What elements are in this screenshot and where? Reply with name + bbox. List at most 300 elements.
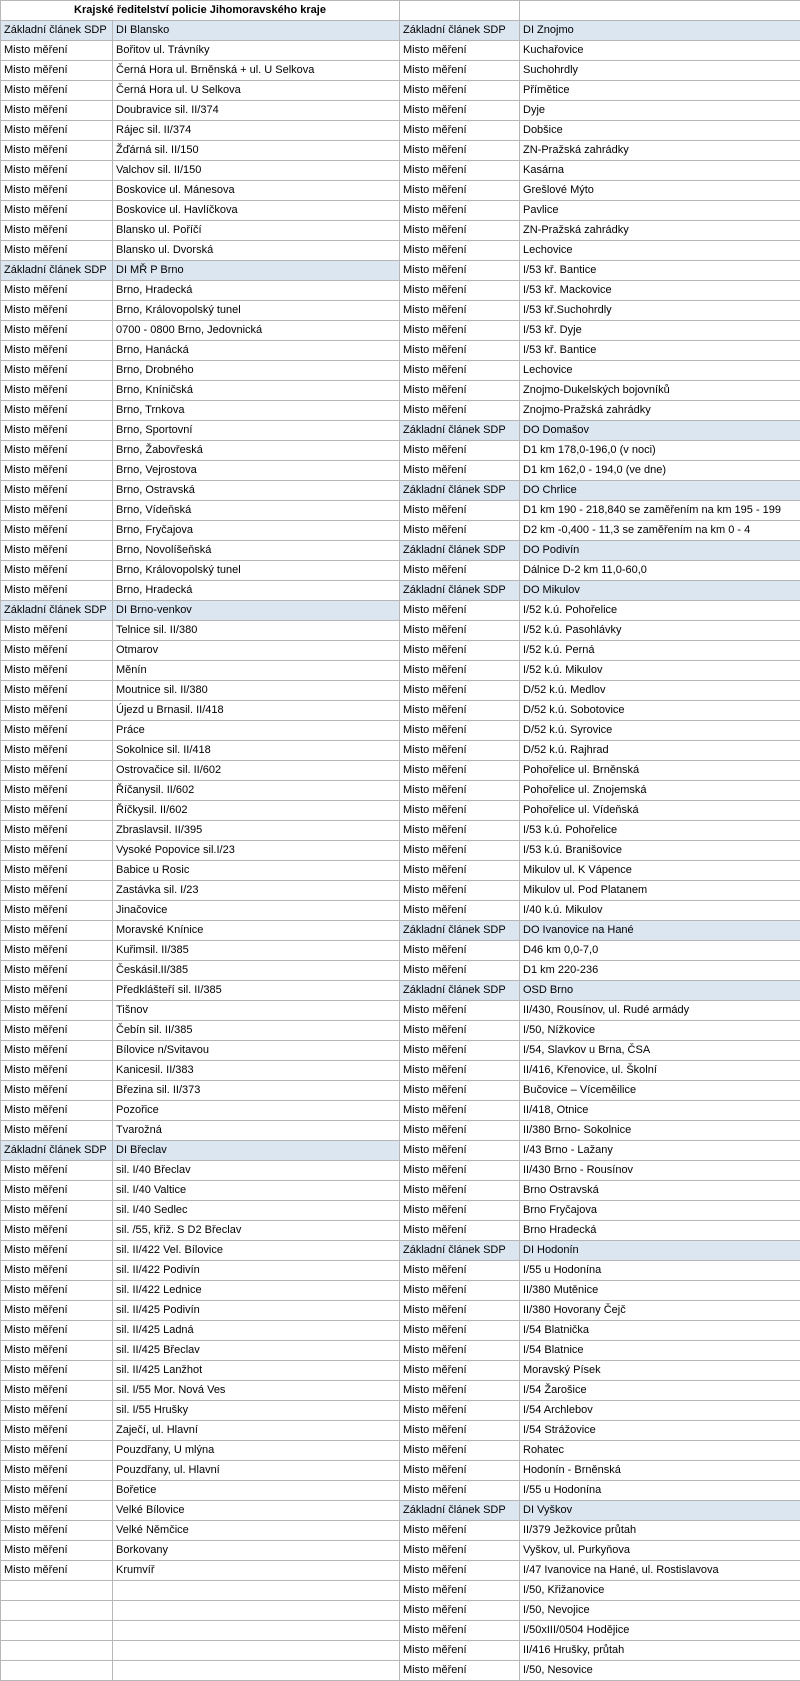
- type-cell: Misto měření: [1, 1361, 113, 1381]
- table-row: [1, 581, 800, 601]
- location-cell: I/50, Nesovice: [520, 1661, 800, 1681]
- location-cell: I/53 kř. Mackovice: [520, 281, 800, 301]
- location-cell: Brno, Trnkova: [113, 401, 400, 421]
- type-cell: Misto měření: [400, 961, 520, 981]
- title-row: [1, 1, 800, 21]
- location-cell: sil. I/40 Břeclav: [113, 1161, 400, 1181]
- table-row: [1, 1021, 800, 1041]
- location-cell: Brno, Novolíšeňská: [113, 541, 400, 561]
- type-cell: Misto měření: [1, 221, 113, 241]
- location-cell: Českásil.II/385: [113, 961, 400, 981]
- location-cell: Pohořelice ul. Znojemská: [520, 781, 800, 801]
- type-cell: Základní článek SDP: [1, 261, 113, 281]
- location-cell: II/430, Rousínov, ul. Rudé armády: [520, 1001, 800, 1021]
- sheet-body: [1, 1, 800, 1681]
- location-cell: I/53 kř. Bantice: [520, 341, 800, 361]
- table-row: [1, 1621, 800, 1641]
- type-cell: Misto měření: [1, 1121, 113, 1141]
- location-cell: Jinačovice: [113, 901, 400, 921]
- location-cell: I/53 kř.Suchohrdly: [520, 301, 800, 321]
- type-cell: Misto měření: [400, 1021, 520, 1041]
- location-cell: I/50xIII/0504 Hodějice: [520, 1621, 800, 1641]
- type-cell: Misto měření: [400, 281, 520, 301]
- location-cell: DI Břeclav: [113, 1141, 400, 1161]
- location-cell: Blansko ul. Dvorská: [113, 241, 400, 261]
- location-cell: Sokolnice sil. II/418: [113, 741, 400, 761]
- type-cell: Misto měření: [400, 1521, 520, 1541]
- location-cell: Černá Hora ul. U Selkova: [113, 81, 400, 101]
- table-row: [1, 281, 800, 301]
- type-cell: Misto měření: [1, 1281, 113, 1301]
- location-cell: DI MŘ P Brno: [113, 261, 400, 281]
- type-cell: Misto měření: [1, 1221, 113, 1241]
- location-cell: Pavlice: [520, 201, 800, 221]
- location-cell: I/50, Křižanovice: [520, 1581, 800, 1601]
- location-cell: Brno, Hradecká: [113, 581, 400, 601]
- table-row: [1, 1501, 800, 1521]
- location-cell: Mikulov ul. Pod Platanem: [520, 881, 800, 901]
- type-cell: Misto měření: [1, 681, 113, 701]
- location-cell: Otmarov: [113, 641, 400, 661]
- type-cell: Misto měření: [1, 281, 113, 301]
- location-cell: Dobšice: [520, 121, 800, 141]
- table-row: [1, 321, 800, 341]
- location-cell: sil. II/422 Vel. Bílovice: [113, 1241, 400, 1261]
- table-row: [1, 1201, 800, 1221]
- type-cell: Misto měření: [1, 801, 113, 821]
- type-cell: Misto měření: [400, 1101, 520, 1121]
- location-cell: Mikulov ul. K Vápence: [520, 861, 800, 881]
- type-cell: Misto měření: [1, 1161, 113, 1181]
- type-cell: Misto měření: [1, 461, 113, 481]
- type-cell: Misto měření: [400, 261, 520, 281]
- table-row: [1, 101, 800, 121]
- type-cell: Misto měření: [400, 1581, 520, 1601]
- location-cell: Boskovice ul. Havlíčkova: [113, 201, 400, 221]
- location-cell: OSD Brno: [520, 981, 800, 1001]
- type-cell: Misto měření: [1, 821, 113, 841]
- type-cell: Základní článek SDP: [400, 21, 520, 41]
- location-cell: I/53 k.ú. Branišovice: [520, 841, 800, 861]
- location-cell: Zbraslavsil. II/395: [113, 821, 400, 841]
- location-cell: Pouzdřany, ul. Hlavní: [113, 1461, 400, 1481]
- location-cell: I/40 k.ú. Mikulov: [520, 901, 800, 921]
- type-cell: Misto měření: [400, 181, 520, 201]
- type-cell: Misto měření: [400, 781, 520, 801]
- location-cell: Kuřimsil. II/385: [113, 941, 400, 961]
- table-row: [1, 301, 800, 321]
- location-cell: Tišnov: [113, 1001, 400, 1021]
- table-row: [1, 1421, 800, 1441]
- type-cell: Misto měření: [400, 521, 520, 541]
- table-row: [1, 741, 800, 761]
- table-row: [1, 241, 800, 261]
- type-cell: Misto měření: [400, 161, 520, 181]
- type-cell: Misto měření: [1, 1201, 113, 1221]
- table-row: [1, 1061, 800, 1081]
- location-cell: Lechovice: [520, 241, 800, 261]
- type-cell: Misto měření: [1, 81, 113, 101]
- type-cell: Misto měření: [1, 701, 113, 721]
- location-cell: Předklášteří sil. II/385: [113, 981, 400, 1001]
- type-cell: Misto měření: [1, 381, 113, 401]
- location-cell: Pohořelice ul. Brněnská: [520, 761, 800, 781]
- table-row: [1, 641, 800, 661]
- type-cell: Misto měření: [1, 1321, 113, 1341]
- type-cell: Misto měření: [1, 1461, 113, 1481]
- location-cell: Práce: [113, 721, 400, 741]
- type-cell: Misto měření: [1, 561, 113, 581]
- type-cell: Misto měření: [400, 41, 520, 61]
- table-row: [1, 861, 800, 881]
- location-cell: Černá Hora ul. Brněnská + ul. U Selkova: [113, 61, 400, 81]
- type-cell: Misto měření: [400, 1001, 520, 1021]
- type-cell: Misto měření: [1, 541, 113, 561]
- location-cell: [113, 1621, 400, 1641]
- table-row: [1, 61, 800, 81]
- location-cell: sil. I/55 Mor. Nová Ves: [113, 1381, 400, 1401]
- location-cell: D/52 k.ú. Sobotovice: [520, 701, 800, 721]
- type-cell: Základní článek SDP: [400, 1501, 520, 1521]
- type-cell: Misto měření: [400, 361, 520, 381]
- location-cell: Hodonín - Brněnská: [520, 1461, 800, 1481]
- type-cell: Misto měření: [1, 1341, 113, 1361]
- type-cell: Misto měření: [400, 1381, 520, 1401]
- type-cell: Misto měření: [1, 521, 113, 541]
- table-row: [1, 801, 800, 821]
- table-row: [1, 941, 800, 961]
- location-cell: Dyje: [520, 101, 800, 121]
- type-cell: Misto měření: [1, 41, 113, 61]
- location-cell: Moutnice sil. II/380: [113, 681, 400, 701]
- type-cell: Misto měření: [1, 1241, 113, 1261]
- location-cell: Ostrovačice sil. II/602: [113, 761, 400, 781]
- location-cell: Brno Hradecká: [520, 1221, 800, 1241]
- type-cell: Misto měření: [400, 1641, 520, 1661]
- location-cell: II/380 Brno- Sokolnice: [520, 1121, 800, 1141]
- location-cell: Čebín sil. II/385: [113, 1021, 400, 1041]
- type-cell: Misto měření: [400, 441, 520, 461]
- table-row: [1, 1321, 800, 1341]
- location-cell: I/50, Nevojice: [520, 1601, 800, 1621]
- table-row: [1, 1221, 800, 1241]
- type-cell: Misto měření: [400, 381, 520, 401]
- type-cell: Misto měření: [400, 901, 520, 921]
- location-cell: sil. I/55 Hrušky: [113, 1401, 400, 1421]
- type-cell: Misto měření: [1, 61, 113, 81]
- location-cell: sil. I/40 Valtice: [113, 1181, 400, 1201]
- type-cell: Misto měření: [1, 401, 113, 421]
- location-cell: I/43 Brno - Lažany: [520, 1141, 800, 1161]
- table-row: [1, 901, 800, 921]
- location-cell: D1 km 220-236: [520, 961, 800, 981]
- type-cell: Misto měření: [1, 441, 113, 461]
- type-cell: Misto měření: [400, 1321, 520, 1341]
- location-cell: Žďárná sil. II/150: [113, 141, 400, 161]
- type-cell: Misto měření: [400, 1481, 520, 1501]
- type-cell: Misto měření: [1, 321, 113, 341]
- type-cell: Misto měření: [1, 1501, 113, 1521]
- location-cell: Borkovany: [113, 1541, 400, 1561]
- location-cell: Březina sil. II/373: [113, 1081, 400, 1101]
- type-cell: [1, 1621, 113, 1641]
- type-cell: Misto měření: [400, 201, 520, 221]
- table-row: [1, 1541, 800, 1561]
- type-cell: Základní článek SDP: [1, 21, 113, 41]
- location-cell: II/416 Hrušky, průtah: [520, 1641, 800, 1661]
- location-cell: Brno, Hradecká: [113, 281, 400, 301]
- type-cell: Misto měření: [400, 141, 520, 161]
- table-row: [1, 1041, 800, 1061]
- type-cell: Misto měření: [400, 1261, 520, 1281]
- location-cell: Bořitov ul. Trávníky: [113, 41, 400, 61]
- type-cell: Misto měření: [1, 621, 113, 641]
- type-cell: Misto měření: [1, 921, 113, 941]
- location-cell: Dálnice D-2 km 11,0-60,0: [520, 561, 800, 581]
- type-cell: Misto měření: [400, 801, 520, 821]
- location-cell: Doubravice sil. II/374: [113, 101, 400, 121]
- table-row: [1, 781, 800, 801]
- location-cell: D1 km 178,0-196,0 (v noci): [520, 441, 800, 461]
- type-cell: Misto měření: [1, 1401, 113, 1421]
- type-cell: Misto měření: [1, 861, 113, 881]
- location-cell: Vyškov, ul. Purkyňova: [520, 1541, 800, 1561]
- type-cell: Misto měření: [400, 1061, 520, 1081]
- type-cell: Misto měření: [1, 1261, 113, 1281]
- type-cell: Misto měření: [1, 1521, 113, 1541]
- table-row: [1, 721, 800, 741]
- location-cell: II/379 Ježkovice průtah: [520, 1521, 800, 1541]
- type-cell: Misto měření: [1, 961, 113, 981]
- table-row: [1, 1641, 800, 1661]
- type-cell: Základní článek SDP: [400, 1241, 520, 1261]
- location-cell: DI Hodonín: [520, 1241, 800, 1261]
- type-cell: Základní článek SDP: [400, 921, 520, 941]
- location-cell: I/54 Strážovice: [520, 1421, 800, 1441]
- table-row: [1, 1241, 800, 1261]
- location-cell: Moravské Knínice: [113, 921, 400, 941]
- type-cell: Základní článek SDP: [1, 601, 113, 621]
- location-cell: Brno Ostravská: [520, 1181, 800, 1201]
- location-cell: II/416, Křenovice, ul. Školní: [520, 1061, 800, 1081]
- location-cell: Valchov sil. II/150: [113, 161, 400, 181]
- type-cell: Misto měření: [1, 661, 113, 681]
- location-cell: DO Podivín: [520, 541, 800, 561]
- location-cell: II/430 Brno - Rousínov: [520, 1161, 800, 1181]
- type-cell: Misto měření: [400, 741, 520, 761]
- type-cell: Misto měření: [400, 561, 520, 581]
- table-row: [1, 381, 800, 401]
- type-cell: Misto měření: [400, 101, 520, 121]
- table-row: [1, 1481, 800, 1501]
- type-cell: Misto měření: [400, 1361, 520, 1381]
- table-row: [1, 1281, 800, 1301]
- location-cell: [113, 1601, 400, 1621]
- type-cell: Misto měření: [1, 201, 113, 221]
- type-cell: Misto měření: [400, 661, 520, 681]
- location-cell: sil. II/425 Lanžhot: [113, 1361, 400, 1381]
- location-cell: D1 km 190 - 218,840 se zaměřením na km 195 - 199: [520, 501, 800, 521]
- location-cell: Brno, Kníničská: [113, 381, 400, 401]
- type-cell: Misto měření: [400, 221, 520, 241]
- location-cell: DO Ivanovice na Hané: [520, 921, 800, 941]
- table-row: [1, 1261, 800, 1281]
- location-cell: Brno, Hanácká: [113, 341, 400, 361]
- location-cell: sil. I/40 Sedlec: [113, 1201, 400, 1221]
- type-cell: Misto měření: [400, 821, 520, 841]
- location-cell: Brno, Žabovřeská: [113, 441, 400, 461]
- type-cell: [1, 1601, 113, 1621]
- type-cell: Misto měření: [1, 741, 113, 761]
- location-cell: Újezd u Brnasil. II/418: [113, 701, 400, 721]
- type-cell: Misto měření: [400, 881, 520, 901]
- table-row: [1, 1401, 800, 1421]
- title-cell-empty: [400, 1, 520, 21]
- type-cell: Misto měření: [1, 761, 113, 781]
- type-cell: Misto měření: [1, 341, 113, 361]
- location-cell: Brno Fryčajova: [520, 1201, 800, 1221]
- location-cell: II/418, Otnice: [520, 1101, 800, 1121]
- location-cell: Boskovice ul. Mánesova: [113, 181, 400, 201]
- location-cell: Bučovice – Víceměilice: [520, 1081, 800, 1101]
- location-cell: Brno, Královopolský tunel: [113, 301, 400, 321]
- table-row: [1, 1581, 800, 1601]
- table-row: [1, 161, 800, 181]
- location-cell: Pozořice: [113, 1101, 400, 1121]
- location-cell: DI Znojmo: [520, 21, 800, 41]
- type-cell: Misto měření: [400, 1301, 520, 1321]
- type-cell: Misto měření: [400, 1661, 520, 1681]
- table-row: [1, 1601, 800, 1621]
- table-row: [1, 1361, 800, 1381]
- table-row: [1, 261, 800, 281]
- type-cell: Misto měření: [400, 341, 520, 361]
- table-row: [1, 41, 800, 61]
- location-cell: I/53 kř. Bantice: [520, 261, 800, 281]
- type-cell: Misto měření: [400, 81, 520, 101]
- type-cell: Misto měření: [1, 721, 113, 741]
- table-row: [1, 621, 800, 641]
- type-cell: [1, 1641, 113, 1661]
- type-cell: Misto měření: [1, 1181, 113, 1201]
- location-cell: Velké Bílovice: [113, 1501, 400, 1521]
- table-row: [1, 421, 800, 441]
- type-cell: Misto měření: [400, 1041, 520, 1061]
- type-cell: Základní článek SDP: [400, 581, 520, 601]
- type-cell: Misto měření: [400, 721, 520, 741]
- location-cell: I/52 k.ú. Mikulov: [520, 661, 800, 681]
- location-cell: Grešlové Mýto: [520, 181, 800, 201]
- type-cell: Misto měření: [400, 1161, 520, 1181]
- location-cell: D2 km -0,400 - 11,3 se zaměřením na km 0 - 4: [520, 521, 800, 541]
- location-cell: I/52 k.ú. Pasohlávky: [520, 621, 800, 641]
- type-cell: Misto měření: [400, 941, 520, 961]
- table-row: [1, 521, 800, 541]
- type-cell: Misto měření: [1, 181, 113, 201]
- location-cell: Kasárna: [520, 161, 800, 181]
- location-cell: Říčkysil. II/602: [113, 801, 400, 821]
- type-cell: Misto měření: [1, 501, 113, 521]
- table-row: [1, 881, 800, 901]
- table-row: [1, 21, 800, 41]
- location-cell: Vysoké Popovice sil.I/23: [113, 841, 400, 861]
- table-row: [1, 761, 800, 781]
- table-row: [1, 481, 800, 501]
- type-cell: Misto měření: [1, 241, 113, 261]
- location-cell: sil. II/422 Lednice: [113, 1281, 400, 1301]
- type-cell: Misto měření: [1, 881, 113, 901]
- table-row: [1, 1521, 800, 1541]
- type-cell: Misto měření: [1, 481, 113, 501]
- location-cell: I/54 Žarošice: [520, 1381, 800, 1401]
- table-row: [1, 961, 800, 981]
- location-cell: Krumvíř: [113, 1561, 400, 1581]
- location-cell: I/55 u Hodonína: [520, 1261, 800, 1281]
- location-cell: Brno, Sportovní: [113, 421, 400, 441]
- table-row: [1, 1301, 800, 1321]
- type-cell: Misto měření: [1, 1481, 113, 1501]
- type-cell: Misto měření: [1, 1441, 113, 1461]
- title-cell-empty: [520, 1, 800, 21]
- table-row: [1, 141, 800, 161]
- location-cell: Brno, Vídeňská: [113, 501, 400, 521]
- location-cell: I/55 u Hodonína: [520, 1481, 800, 1501]
- type-cell: Misto měření: [400, 1121, 520, 1141]
- type-cell: Misto měření: [400, 321, 520, 341]
- type-cell: Misto měření: [400, 1221, 520, 1241]
- table-row: [1, 1081, 800, 1101]
- location-cell: Rájec sil. II/374: [113, 121, 400, 141]
- type-cell: Misto měření: [1, 1061, 113, 1081]
- location-cell: Brno, Královopolský tunel: [113, 561, 400, 581]
- type-cell: Misto měření: [1, 1421, 113, 1441]
- type-cell: Misto měření: [400, 1421, 520, 1441]
- type-cell: Základní článek SDP: [400, 541, 520, 561]
- location-cell: Bořetice: [113, 1481, 400, 1501]
- table-row: [1, 1181, 800, 1201]
- location-cell: Rohatec: [520, 1441, 800, 1461]
- type-cell: Misto měření: [1, 1081, 113, 1101]
- type-cell: Misto měření: [400, 401, 520, 421]
- location-cell: Blansko ul. Poříčí: [113, 221, 400, 241]
- location-cell: Zaječí, ul. Hlavní: [113, 1421, 400, 1441]
- type-cell: Misto měření: [1, 1301, 113, 1321]
- type-cell: Misto měření: [400, 1441, 520, 1461]
- location-cell: Přímětice: [520, 81, 800, 101]
- location-cell: Brno, Fryčajova: [113, 521, 400, 541]
- location-cell: 0700 - 0800 Brno, Jedovnická: [113, 321, 400, 341]
- location-cell: I/54 Blatnička: [520, 1321, 800, 1341]
- location-cell: DO Mikulov: [520, 581, 800, 601]
- type-cell: Misto měření: [400, 761, 520, 781]
- table-row: [1, 1561, 800, 1581]
- location-cell: D/52 k.ú. Rajhrad: [520, 741, 800, 761]
- location-cell: I/52 k.ú. Perná: [520, 641, 800, 661]
- table-row: [1, 441, 800, 461]
- location-cell: Brno, Ostravská: [113, 481, 400, 501]
- type-cell: [1, 1581, 113, 1601]
- table-row: [1, 841, 800, 861]
- table-row: [1, 201, 800, 221]
- table-row: [1, 1101, 800, 1121]
- type-cell: Misto měření: [400, 601, 520, 621]
- type-cell: Misto měření: [1, 121, 113, 141]
- table-row: [1, 661, 800, 681]
- type-cell: Základní článek SDP: [400, 481, 520, 501]
- type-cell: Misto měření: [400, 1621, 520, 1641]
- type-cell: Misto měření: [400, 241, 520, 261]
- type-cell: Misto měření: [1, 581, 113, 601]
